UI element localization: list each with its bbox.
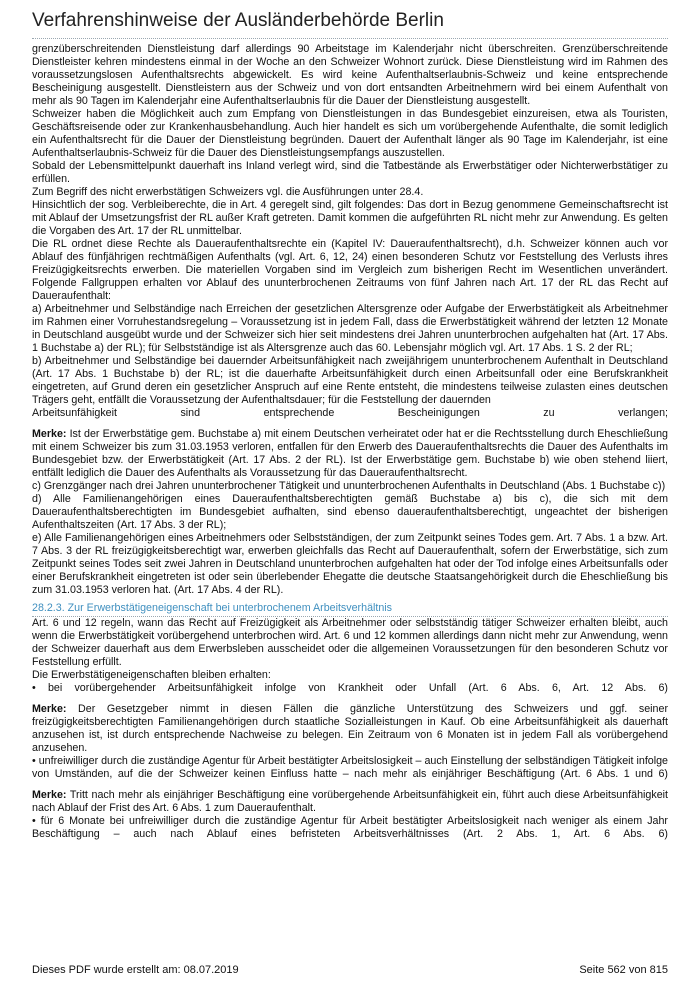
- paragraph: Zum Begriff des nicht erwerbstätigen Schweizers vgl. die Ausführungen unter 28.4.: [32, 186, 424, 198]
- bullet-item: • bei vorübergehender Arbeitsunfähigkeit infolge von Krankheit oder Unfall (Art. 6 Abs. 6, Art. 12 Abs. 6): [32, 682, 668, 694]
- paragraph: grenzüberschreitenden Dienstleistung darf allerdings 90 Arbeitstage im Kalenderjahr nicht überschreiten. Grenzüberschreitende Dienstleister kehren mindestens einmal in der Woche an den Schweizer Wohnort zurück. Diese Dienstleistung wird im Rahmen des voraussetzungslosen Aufenthaltsrechts abgewickelt. Es wird keine Aufenthaltserlaubnis-Schweiz und keine entsprechende Bescheinigung ausgestellt. Dienstleistern aus der Schweiz und von dort entsandten Arbeitnehmern wird bei einem Aufenthalt von mehr als 90 Tagen im Kalenderjahr eine Aufenthaltserlaubnis für die Dauer der Dienstleistung ausgestellt.: [32, 43, 668, 107]
- paragraph: Schweizer haben die Möglichkeit auch zum Empfang von Dienstleistungen in das Bundesgebiet einzureisen, etwa als Touristen, Geschäftsreisende oder zur Krankenhausbehandlung. Auch hier handelt es sich um vorübergehende Aufenthalte, die somit lediglich ein Aufenthaltsrecht für die Dauer der Dienstleistung begründen. Dauert der Aufenthalt länger als 90 Tage im Kalenderjahr, ist eine Aufenthaltserlaubnis-Schweiz für die Dauer des Dienstleistungsempfangs auszustellen.: [32, 108, 668, 159]
- paragraph: Die RL ordnet diese Rechte als Daueraufenthaltsrechte ein (Kapitel IV: Daueraufenthaltsrecht), d.h. Schweizer können auch vor Ablauf des fünfjährigen rechtmäßigen Aufenthalts (vgl. Art. 6, 12, 24) einen besonderen Schutz vor Feststellung des Verlusts ihres Freizügigkeitsrechts erwerben. Die materiellen Vorgaben sind im Vergleich zum bisherigen Recht im Wesentlichen unverändert. Folgende Fallgruppen erhalten vor Ablauf des ununterbrochenen Zeitraums von fünf Jahren nach Art. 17 der RL das Recht auf Daueraufenthalt:: [32, 238, 668, 302]
- list-item-d: d) Alle Familienangehörigen eines Daueraufenthaltsberechtigten gemäß Buchstabe a) bis c), die sich mit dem Daueraufenthaltsberechtigten im Bundesgebiet aufhalten, sind ebenso daueraufenthaltsberechtigt, ungeachtet der bisherigen Aufenthaltszeiten (Art. 17 Abs. 3 der RL);: [32, 493, 668, 531]
- bullet-item: • unfreiwilliger durch die zuständige Agentur für Arbeit bestätigter Arbeitslosigkeit – auch Einstellung der selbständigen Tätigkeit infolge von Umständen, auf die der Schweizer keinen Einfluss hatte – nach mehr als einjähriger Beschäftigung (Art. 6 Abs. 1 und 6): [32, 755, 668, 780]
- merke-note: [32, 428, 668, 480]
- list-item-b-text: b) Arbeitnehmer und Selbständige bei dauernder Arbeitsunfähigkeit nach zweijährigem ununterbrochenem Aufenthalt in Deutschland (Art. 17 Abs. 1 Buchstabe b) der RL; ist die dauerhafte Arbeitsunfähigkeit durch einen Arbeitsunfall oder eine Berufskrankheit eingetreten, auf Grund deren ein gesetzlicher Anspruch auf eine Rente entsteht, die mindestens teilweise zulasten eines deutschen Trägers geht, entfällt die Voraussetzung der Aufenthaltsdauer; für die Feststellung der dauernden: [32, 355, 668, 406]
- merke-label: Merke:: [32, 789, 67, 801]
- creation-date: Dieses PDF wurde erstellt am: 08.07.2019: [32, 964, 239, 976]
- document-body: [32, 43, 668, 841]
- list-item-e: e) Alle Familienangehörigen eines Arbeitnehmers oder Selbstständigen, der zum Zeitpunkt seines Todes gem. Art. 7 Abs. 1 a bzw. Art. 7 Abs. 3 der RL freizügigkeitsberechtigt war, erwerben gleichfalls das Recht auf Daueraufenthalt, sofern der Erwerbstätige, sich zum Zeitpunkt seines Todes seit zwei Jahren in Deutschland ununterbrochen aufgehalten hat oder der Tod infolge eines Arbeitsunfalls oder einer Berufskrankheit eingetreten ist oder sein überlebender Ehegatte die deutsche Staatsangehörigkeit durch die Eheschließung bis zum 31.03.1953 verloren hat. (Art. 17 Abs. 4 der RL).: [32, 532, 668, 596]
- page-title: Verfahrenshinweise der Ausländerbehörde Berlin: [32, 10, 444, 31]
- merke-note: [32, 789, 668, 815]
- merke-label: Merke:: [32, 428, 67, 440]
- list-item-b-end: Arbeitsunfähigkeit sind entsprechende Bescheinigungen zu verlangen;: [32, 407, 668, 419]
- list-item-c: c) Grenzgänger nach drei Jahren ununterbrochener Tätigkeit und ununterbrochenen Aufenthalts in Deutschland (Abs. 1 Buchstabe c)): [32, 480, 666, 492]
- page-footer: [32, 963, 668, 977]
- merke-note: [32, 703, 668, 755]
- page-header: [32, 8, 668, 39]
- section-heading: 28.2.3. Zur Erwerbstätigeneigenschaft bei unterbrochenem Arbeitsverhältnis: [32, 602, 668, 617]
- list-item-a: a) Arbeitnehmer und Selbständige nach Erreichen der gesetzlichen Altersgrenze oder Aufgabe der Erwerbstätigkeit als Arbeitnehmer im Rahmen einer Vorruhestandsregelung – Voraussetzung ist in jedem Fall, dass die Erwerbstätigkeit während der letzten 12 Monate in Deutschland ausgeübt wurde und der Schweizer sich hier seit mindestens drei Jahren ununterbrochen aufgehalten hat (Art. 17 Abs. 1 Buchstabe a) der RL); für Selbstständige ist als Altersgrenze auch das 60. Lebensjahr möglich vgl. Art. 17 Abs. 1 S. 2 der RL;: [32, 303, 668, 354]
- paragraph: Art. 6 und 12 regeln, wann das Recht auf Freizügigkeit als Arbeitnehmer oder selbstständig tätiger Schweizer erhalten bleibt, auch wenn die Erwerbstätigkeit vorübergehend unterbrochen wird. Art. 6 und 12 kommen allerdings dann nicht mehr zur Anwendung, wenn der Schweizer dauerhaft aus dem Erwerbsleben ausscheidet oder die allgemeinen Voraussetzungen für den besonderen Schutz vor Feststellung erfüllt.: [32, 617, 668, 668]
- merke-text: Ist der Erwerbstätige gem. Buchstabe a) mit einem Deutschen verheiratet oder hat er die Rechtsstellung durch Eheschließung mit einem Schweizer bis zum 31.03.1953 verloren, entfallen für den Erwerb des Daueraufenthaltsrechts die Dauer des Aufenthalts im Bundesgebiet bzw. der Erwerbstätigkeit (Art. 17 Abs. 2 der RL). Ist der Erwerbstätige gem. Buchstabe b) wie oben stehend liiert, entfällt lediglich die Dauer des Aufenthalts als Voraussetzung für das Daueraufenthaltsrecht.: [32, 428, 668, 479]
- merke-label: Merke:: [32, 703, 67, 715]
- paragraph: Hinsichtlich der sog. Verbleiberechte, die in Art. 4 geregelt sind, gilt folgendes: Das dort in Bezug genommene Gemeinschaftsrecht ist mit Ablauf der Umsetzungsfrist der RL außer Kraft getreten. Damit kommen die aufgeführten RL nicht mehr zur Anwendung. Es gelten die Vorgaben des Art. 17 der RL unmittelbar.: [32, 199, 668, 237]
- bullet-item: • für 6 Monate bei unfreiwilliger durch die zuständige Agentur für Arbeit bestätigter Arbeitslosigkeit nach weniger als einem Jahr Beschäftigung – auch nach Ablauf eines befristeten Arbeitsverhältnisses (Art. 2 Abs. 1, Art. 6 Abs. 6): [32, 815, 668, 840]
- merke-text: Der Gesetzgeber nimmt in diesen Fällen die gänzliche Unterstützung des Schweizers und ggf. seiner freizügigkeitsberechtigten Familienangehörigen durch staatliche Sozialleistungen in Kauf. Ob eine Arbeitsunfähigkeit als dauerhaft anzusehen ist, ist durch entsprechende Nachweise zu belegen. Ein Zeitraum von 6 Monaten ist in jedem Fall als vorübergehend anzusehen.: [32, 703, 668, 754]
- page-number: Seite 562 von 815: [579, 964, 668, 976]
- list-item-b: [32, 355, 668, 407]
- paragraph: Sobald der Lebensmittelpunkt dauerhaft ins Inland verlegt wird, sind die Tatbestände als Erwerbstätiger oder Nichterwerbstätiger zu erfüllen.: [32, 160, 668, 185]
- paragraph: Die Erwerbstätigeneigenschaften bleiben erhalten:: [32, 669, 271, 681]
- merke-text: Tritt nach mehr als einjähriger Beschäftigung eine vorübergehende Arbeitsunfähigkeit ein, führt auch diese Arbeitsunfähigkeit nach Ablauf der Frist des Art. 6 Abs. 1 zum Daueraufenthalt.: [32, 789, 668, 814]
